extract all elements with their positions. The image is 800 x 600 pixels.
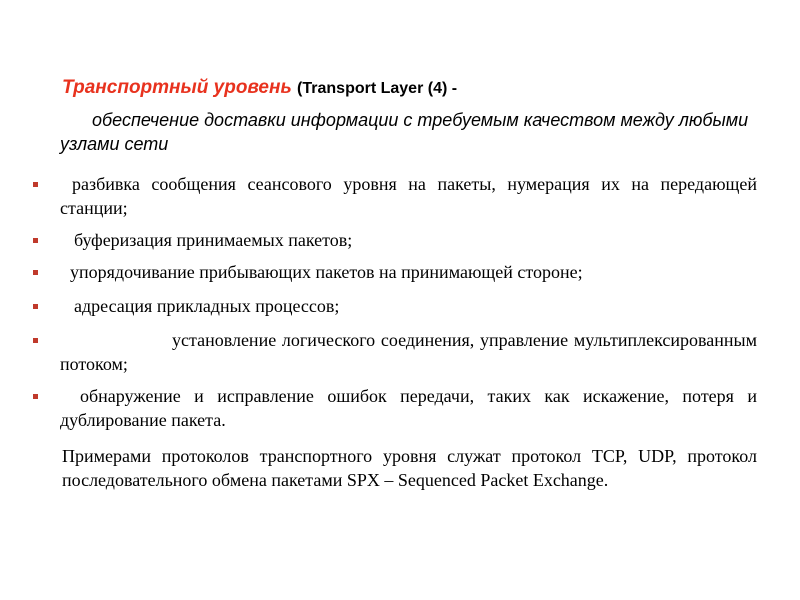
list-item: [60, 260, 757, 284]
list-item: [60, 172, 757, 220]
bullet-square-icon: [33, 304, 38, 309]
list-item-text: буферизация принимаемых пакетов;: [74, 230, 353, 250]
list-item: [60, 294, 757, 318]
slide-subtitle: обеспечение доставки информации с требуемым качеством между любыми узлами сети: [60, 110, 749, 154]
bullet-square-icon: [33, 338, 38, 343]
bullet-square-icon: [33, 270, 38, 275]
list-item: [60, 384, 757, 432]
list-item: [60, 328, 757, 376]
slide-title: [62, 76, 457, 101]
title-english: (Transport Layer (4) -: [297, 80, 458, 97]
bullet-square-icon: [33, 182, 38, 187]
list-item: [60, 228, 757, 252]
list-item-text: обнаружение и исправление ошибок передачи, таких как искажение, потеря и дублирование пакета.: [60, 386, 757, 430]
list-item-text: адресация прикладных процессов;: [74, 296, 340, 316]
bullet-square-icon: [33, 238, 38, 243]
list-item-text: установление логического соединения, управление мультиплексированным потоком;: [60, 330, 757, 374]
title-russian: Транспортный уровень: [62, 77, 298, 98]
list-item-text: упорядочивание прибывающих пакетов на принимающей стороне;: [70, 262, 583, 282]
bullet-square-icon: [33, 394, 38, 399]
list-item-text: разбивка сообщения сеансового уровня на пакеты, нумерация их на передающей станции;: [60, 174, 757, 218]
examples-paragraph: Примерами протоколов транспортного уровня служат протокол TCP, UDP, протокол последовательного обмена пакетами SPX – Sequenced Packet Exchange.: [62, 446, 757, 490]
